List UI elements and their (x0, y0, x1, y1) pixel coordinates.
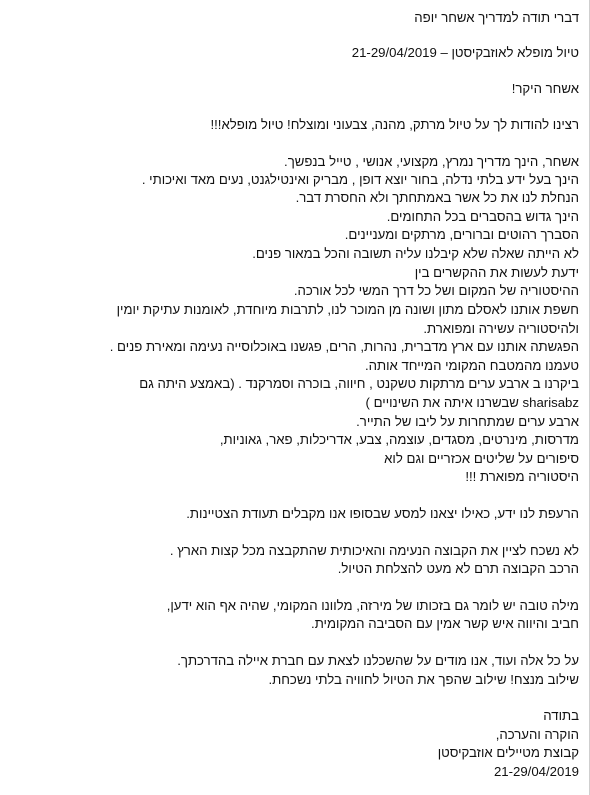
paragraph-line: sharisabz שבשרנו איתה את השינויים ) (365, 395, 579, 410)
paragraph-line: הינך גדוש בהסברים בכל התחומים. (386, 209, 579, 224)
paragraph-line: הנחלת לנו את כל אשר באמתחתך ולא החסרת דבר. (295, 190, 579, 205)
paragraph-line: הפגשתה אותנו עם ארץ מדברית, נהרות, הרים, פגשנו באוכלוסייה נעימה ומאירת פנים . (109, 339, 579, 354)
paragraph-line: הינך בעל ידע בלתי נדלה, בחור יוצא דופן , מבריק ואינטילגנט, נעים מאד ואיכותי . (141, 172, 579, 187)
paragraph-line: מילה טובה יש לומר גם בזכותו של מירזה, מלוונו המקומי, שהיה אף הוא ידען, (166, 598, 579, 613)
paragraph-line: מדרסות, מינרטים, מסגדים, עוצמה, צבע, אדריכלות, פאר, גאוניות, (219, 432, 579, 447)
paragraph-line: ארבע ערים שמתחרות על ליבו של התייר. (356, 414, 579, 429)
paragraph-line: לא הייתה שאלה שלא קיבלנו עליה תשובה והכל במאור פנים. (252, 246, 579, 261)
paragraph-line: ידעת לעשות את ההקשרים בין (414, 265, 579, 280)
paragraph-line: ההיסטוריה של המקום ושל כל דרך המשי לכל אורכה. (293, 283, 579, 298)
paragraph-line: ביקרנו ב ארבע ערים מרתקות טשקנט , חיווה, בוכרה וסמרקנד . (באמצע היתה גם (139, 376, 579, 391)
greeting: אשחר היקר! (511, 81, 579, 96)
paragraph-line: ולהיסטוריה עשירה ומפוארת. (423, 321, 579, 336)
closing-line: קבוצת מטיילים אוזבקיסטן (437, 745, 579, 760)
closing-line: הוקרה והערכה, (495, 727, 579, 742)
paragraph-line: טעמנו מהמטבח המקומי המייחד אותה. (364, 358, 579, 373)
paragraph-line: סיפורים על שליטים אכזריים וגם לוא (384, 451, 579, 466)
paragraph-line: לא נשכח לציין את הקבוצה הנעימה והאיכותית שהתקבצה מכל קצות הארץ . (169, 543, 579, 558)
closing-line: בתודה (543, 708, 579, 723)
paragraph-line: אשחר, הינך מדריך נמרץ, מקצועי, אנושי , טייל בנפשך. (284, 154, 579, 169)
paragraph-line: חשפת אותנו לאסלם מתון ושונה מן המוכר לנו, לתרבות מיוחדת, לאומנות עתיקת יומין (116, 302, 579, 317)
intro-line: רצינו להודות לך על טיול מרתק, מהנה, צבעוני ומוצלח! טיול מופלא!!! (210, 117, 579, 132)
paragraph-line: הסברך רהוטים וברורים, מרתקים ומעניינים. (344, 227, 579, 242)
paragraph-line: היסטוריה מפוארת !!! (465, 469, 579, 484)
paragraph-line: הרעפת לנו ידע, כאילו יצאנו למסע שבסופו אנו מקבלים תעודת הצטיינות. (186, 506, 579, 521)
letter-title: דברי תודה למדריך אשחר יופה (414, 10, 579, 25)
trip-line: טיול מופלא לאוזבקיסטן – 21-29/04/2019 (351, 45, 579, 60)
paragraph-line: על כל אלה ועוד, אנו מודים על שהשכלנו לצאת עם חברת איילה בהדרכתך. (177, 653, 579, 668)
paragraph-line: חביב והיווה איש קשר אמין עם הסביבה המקומית. (311, 616, 579, 631)
closing-date: 21-29/04/2019 (493, 764, 579, 779)
paragraph-line: שילוב מנצח! שילוב שהפך את הטיול לחוויה בלתי נשכחת. (268, 672, 579, 687)
paragraph-line: הרכב הקבוצה תרם לא מעט להצלחת הטיול. (337, 561, 579, 576)
